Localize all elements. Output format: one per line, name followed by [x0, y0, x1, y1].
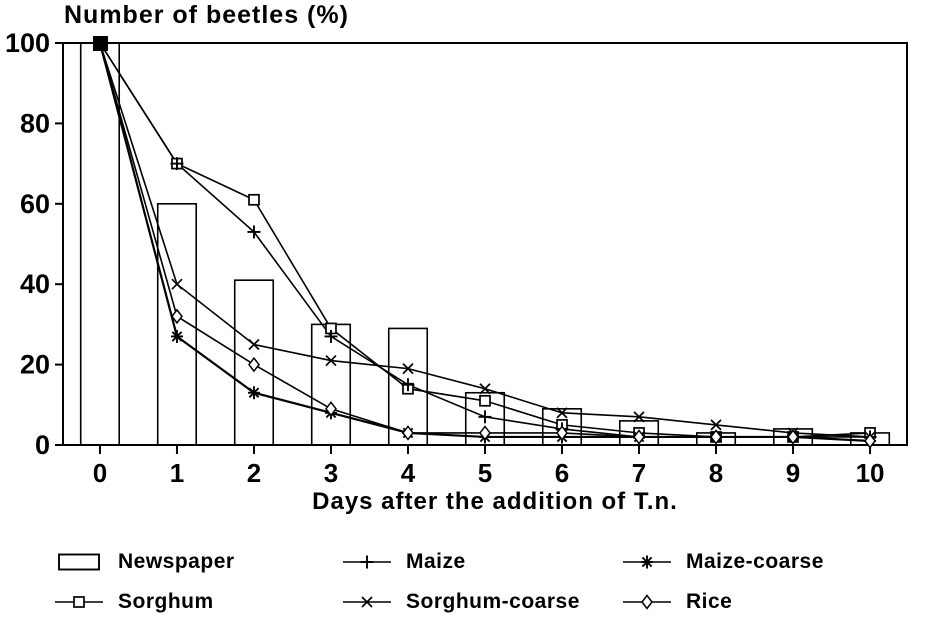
x-tick-label: 0 — [92, 458, 108, 488]
y-tick-label: 60 — [19, 188, 50, 219]
x-tick-label: 6 — [554, 458, 570, 488]
y-tick-label: 40 — [19, 269, 50, 300]
x-tick-label: 7 — [631, 458, 647, 488]
y-tick-label: 80 — [19, 108, 50, 139]
legend-label-sorghum: Sorghum — [118, 590, 214, 613]
legend-label-sorghum-coarse: Sorghum-coarse — [406, 590, 580, 613]
line-maize — [100, 43, 870, 437]
x-tick-label: 4 — [400, 458, 416, 488]
markers-sorghum-coarse — [172, 279, 875, 442]
x-axis-title: Days after the addition of T.n. — [312, 488, 678, 515]
x-tick-label: 3 — [323, 458, 339, 488]
y-tick-label: 20 — [19, 349, 50, 380]
x-tick-label: 5 — [477, 458, 493, 488]
day0-all-series-point — [93, 36, 108, 51]
line-sorghum — [100, 43, 870, 437]
x-tick-label: 1 — [169, 458, 185, 488]
legend-item-rice — [623, 590, 915, 614]
legend-item-sorghum-coarse — [343, 590, 623, 614]
bar-newspaper-day0 — [81, 43, 120, 445]
x-tick-label: 2 — [246, 458, 262, 488]
line-sorghum-coarse — [100, 43, 870, 437]
legend — [55, 550, 915, 614]
legend-label-maize-coarse: Maize-coarse — [686, 550, 824, 573]
line-maize-coarse — [100, 43, 870, 441]
y-tick-label: 100 — [4, 28, 50, 58]
legend-label-rice: Rice — [686, 590, 733, 613]
legend-label-newspaper: Newspaper — [118, 550, 235, 573]
chart-title: Number of beetles (%) — [64, 1, 349, 29]
legend-item-maize — [343, 550, 623, 574]
x-tick-label: 8 — [708, 458, 724, 488]
line-rice — [100, 43, 870, 441]
legend-item-maize-coarse — [623, 550, 915, 574]
sorghum-square-marker-icon — [55, 591, 103, 613]
sorghum-coarse-x-marker-icon — [343, 591, 391, 613]
legend-label-maize: Maize — [406, 550, 466, 573]
maize-coarse-asterisk-marker-icon — [623, 551, 671, 573]
x-tick-label: 10 — [855, 458, 885, 488]
rice-diamond-marker-icon — [623, 591, 671, 613]
maize-plus-marker-icon — [343, 551, 391, 573]
newspaper-bar-swatch — [55, 551, 103, 573]
x-tick-label: 9 — [785, 458, 801, 488]
legend-item-sorghum — [55, 590, 343, 614]
y-tick-label: 0 — [34, 430, 50, 460]
legend-item-newspaper — [55, 550, 343, 574]
